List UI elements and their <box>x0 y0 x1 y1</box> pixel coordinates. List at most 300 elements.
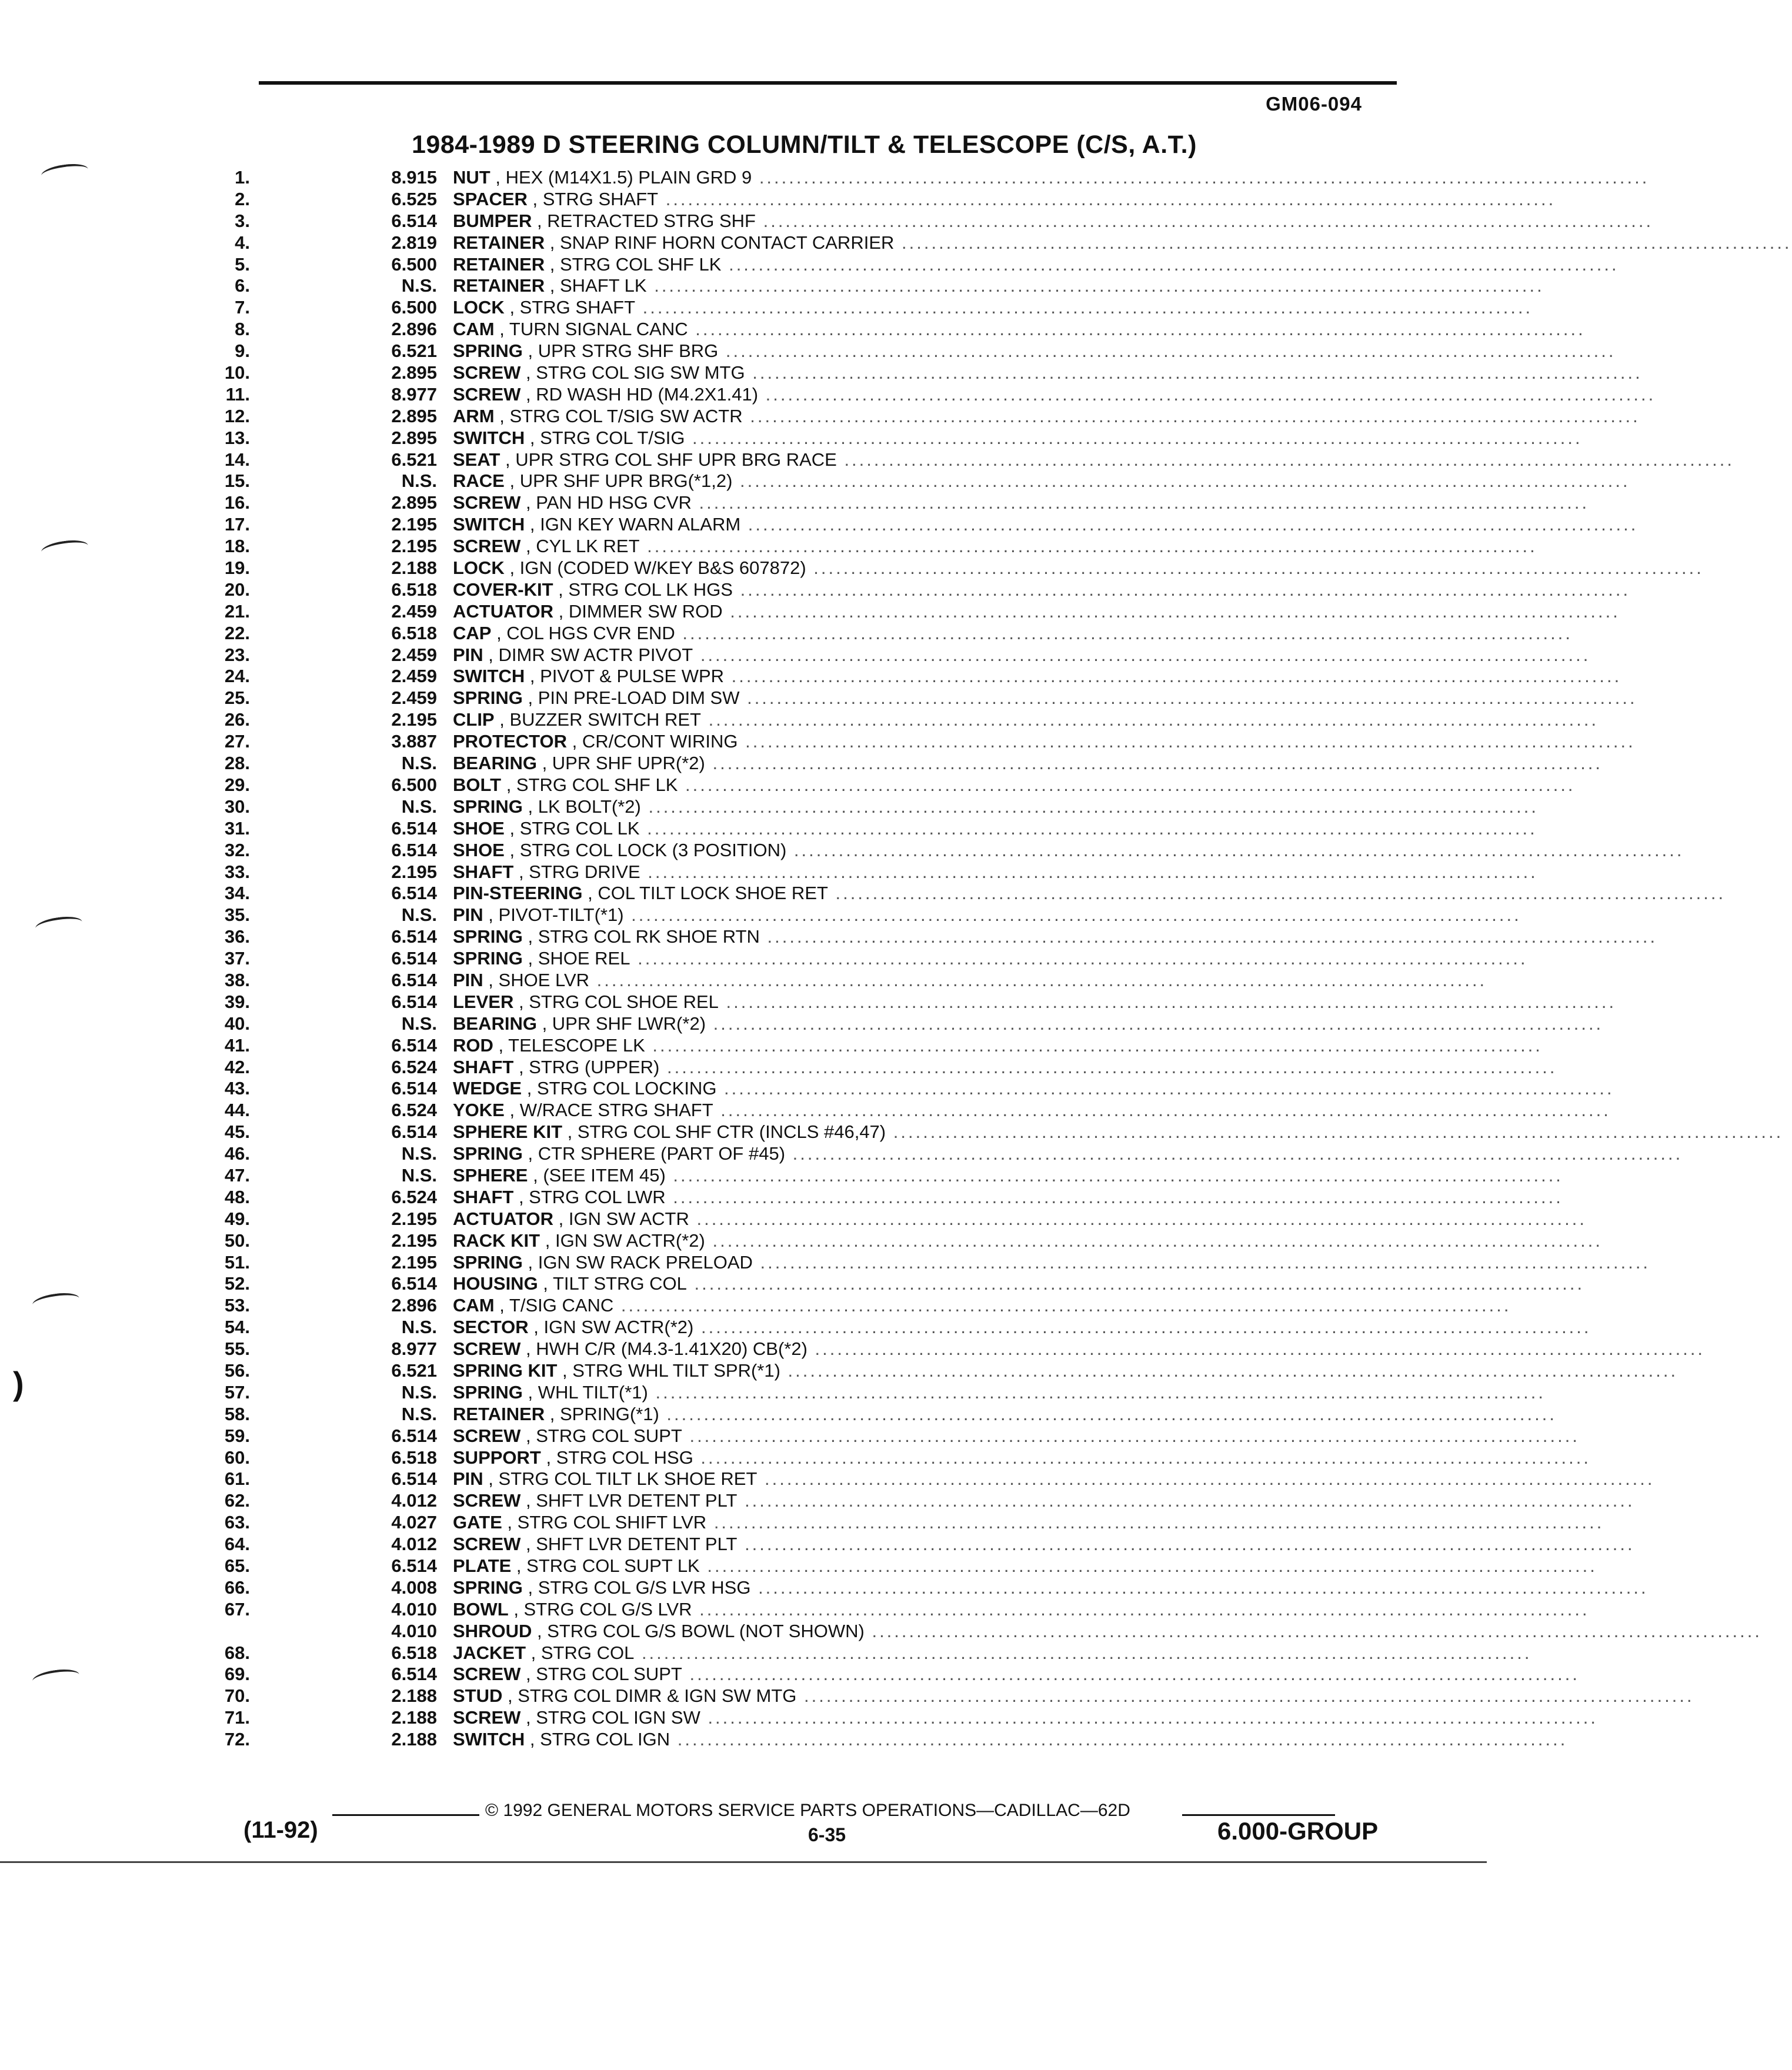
list-item <box>224 1056 1557 1079</box>
page-title: 1984-1989 D STEERING COLUMN/TILT & TELESCOPE (C/S, A.T.) <box>412 131 1197 159</box>
group-code: 2.188 <box>391 1707 437 1728</box>
part-name: CAP <box>453 622 492 643</box>
part-detail: SNAP RINF HORN CONTACT CARRIER <box>560 232 895 253</box>
list-item <box>224 1338 1706 1360</box>
part-detail: IGN (CODED W/KEY B&S 607872) <box>519 557 806 579</box>
group-code: 8.977 <box>391 383 437 405</box>
list-item <box>224 405 1640 428</box>
part-name: SCREW <box>453 1490 521 1511</box>
part-detail: STRG COL SUPT <box>536 1664 682 1685</box>
part-name: SPRING <box>453 1381 523 1403</box>
item-number: 19. <box>224 557 250 579</box>
part-description: SUPPORT , STRG COL HSG ........................................................................................................................ <box>453 1447 1591 1468</box>
item-number: 15. <box>224 470 250 492</box>
list-item <box>224 991 1617 1013</box>
part-name: RETAINER <box>453 275 545 296</box>
part-detail: STRG COL DIMR & IGN SW MTG <box>518 1685 797 1707</box>
part-detail: SHOE REL <box>538 948 630 969</box>
group-code: 2.195 <box>391 861 437 882</box>
part-detail: RETRACTED STRG SHF <box>547 210 756 231</box>
item-number: 66. <box>224 1577 250 1598</box>
group-code: 4.012 <box>391 1490 437 1511</box>
list-item <box>224 1100 1611 1121</box>
top-rule <box>259 81 1397 85</box>
part-description: SPRING KIT , STRG WHL TILT SPR(*1) ........................................................................................................................ <box>453 1360 1678 1381</box>
part-detail: STRG COL LOCKING <box>536 1078 717 1099</box>
item-number: 49. <box>224 1208 250 1229</box>
item-number: 48. <box>224 1186 250 1207</box>
item-number: 28. <box>224 753 250 774</box>
part-detail: SHOE LVR <box>498 969 590 990</box>
group-code: 4.010 <box>391 1598 437 1620</box>
item-number: 60. <box>224 1447 250 1468</box>
item-number: 26. <box>224 709 250 730</box>
part-name: SCREW <box>453 383 521 405</box>
part-description: SHROUD , STRG COL G/S BOWL (NOT SHOWN) ........................................................................................................................ <box>453 1620 1762 1641</box>
list-item <box>235 188 1556 211</box>
part-detail: IGN SW ACTR <box>568 1208 689 1229</box>
group-code: 6.524 <box>391 1186 437 1207</box>
part-description: SCREW , PAN HD HSG CVR ........................................................................................................................ <box>453 492 1590 513</box>
item-number: 42. <box>224 1056 250 1077</box>
group-code: 4.008 <box>391 1577 437 1598</box>
part-detail: STRG COL SUPT <box>536 1425 682 1446</box>
part-description: ACTUATOR , IGN SW ACTR ........................................................................................................................ <box>453 1208 1587 1229</box>
part-detail: STRG SHAFT <box>519 297 636 318</box>
part-description: PLATE , STRG COL SUPT LK ........................................................................................................................ <box>453 1555 1597 1576</box>
part-name: HOUSING <box>453 1273 538 1294</box>
part-description: HOUSING , TILT STRG COL ........................................................................................................................ <box>453 1273 1585 1294</box>
part-detail: STRG COL SIG SW MTG <box>536 362 745 383</box>
group-code: 6.514 <box>391 969 437 990</box>
part-name: SCREW <box>453 492 521 513</box>
group-code: 6.514 <box>391 1468 437 1490</box>
part-description: SCREW , STRG COL SUPT ........................................................................................................................ <box>453 1664 1580 1685</box>
part-description: RACE , UPR SHF UPR BRG(*1,2) ........................................................................................................................ <box>453 470 1630 492</box>
group-code: N.S. <box>401 275 437 296</box>
group-code: 4.027 <box>391 1512 437 1533</box>
part-description: SPRING , CTR SPHERE (PART OF #45) ........................................................................................................................ <box>453 1143 1683 1164</box>
part-detail: CR/CONT WIRING <box>582 731 738 752</box>
group-number: 6.000-GROUP <box>1217 1817 1379 1845</box>
group-code: 6.514 <box>391 1425 437 1446</box>
list-item <box>224 1295 1511 1317</box>
item-number: 33. <box>224 861 250 882</box>
page-number: 6-35 <box>808 1824 846 1845</box>
item-number: 51. <box>224 1251 250 1273</box>
list-item <box>235 167 1650 189</box>
item-number: 38. <box>224 969 250 990</box>
part-name: RACE <box>453 470 505 492</box>
part-description: SPRING , SHOE REL ........................................................................................................................ <box>453 948 1528 969</box>
list-item <box>224 948 1528 970</box>
part-detail: W/RACE STRG SHAFT <box>519 1100 713 1121</box>
group-code: 8.977 <box>391 1338 437 1360</box>
part-description: NUT , HEX (M14X1.5) PLAIN GRD 9 ........................................................................................................................ <box>453 167 1650 188</box>
part-detail: DIMMER SW ROD <box>568 600 723 622</box>
part-description: PIN , DIMR SW ACTR PIVOT ........................................................................................................................ <box>453 644 1591 665</box>
item-number: 21. <box>224 600 250 622</box>
item-number: 12. <box>224 405 250 426</box>
part-name: RACK KIT <box>453 1230 540 1251</box>
group-code: N.S. <box>401 1403 437 1424</box>
part-description: BEARING , UPR SHF UPR(*2) ........................................................................................................................ <box>453 753 1603 774</box>
part-name: SHAFT <box>453 1056 514 1077</box>
part-detail: UPR STRG COL SHF UPR BRG RACE <box>515 449 837 470</box>
item-number: 61. <box>224 1468 250 1490</box>
list-item <box>224 427 1583 449</box>
list-item <box>224 817 1537 840</box>
list-item <box>235 275 1544 297</box>
part-name: PIN <box>453 644 483 665</box>
part-detail: STRG COL LWR <box>529 1186 666 1207</box>
item-number: 5. <box>235 253 250 275</box>
group-code: 2.195 <box>391 709 437 730</box>
binder-hole-mark <box>41 538 89 560</box>
item-number: 34. <box>224 883 250 904</box>
group-code: 2.459 <box>391 687 437 709</box>
part-description: LOCK , IGN (CODED W/KEY B&S 607872) ........................................................................................................................ <box>453 557 1704 579</box>
part-name: PLATE <box>453 1555 512 1576</box>
part-description: SPACER , STRG SHAFT ........................................................................................................................ <box>453 188 1556 209</box>
item-number: 65. <box>224 1555 250 1576</box>
part-detail: PIN PRE-LOAD DIM SW <box>538 687 740 709</box>
part-description: BUMPER , RETRACTED STRG SHF ........................................................................................................................ <box>453 210 1654 231</box>
part-description: LEVER , STRG COL SHOE REL ........................................................................................................................ <box>453 991 1617 1012</box>
part-detail: STRG COL LK HGS <box>568 579 733 600</box>
part-name: PIN <box>453 1468 483 1490</box>
part-name: NUT <box>453 167 490 188</box>
item-number: 8. <box>235 319 250 340</box>
group-code: 6.514 <box>391 948 437 969</box>
list-item <box>224 904 1521 926</box>
part-name: ROD <box>453 1034 493 1056</box>
part-detail: STRG COL LOCK (3 POSITION) <box>519 839 787 860</box>
part-name: SHAFT <box>453 861 514 882</box>
part-name: ACTUATOR <box>453 1208 554 1229</box>
part-description: SCREW , SHFT LVR DETENT PLT ........................................................................................................................ <box>453 1490 1635 1511</box>
part-description: SWITCH , STRG COL T/SIG ........................................................................................................................ <box>453 427 1583 448</box>
item-number: 13. <box>224 427 250 448</box>
list-item <box>225 383 1656 406</box>
item-number: 64. <box>224 1534 250 1555</box>
item-number: 69. <box>224 1664 250 1685</box>
list-item <box>224 1642 1532 1664</box>
bottom-rule <box>0 1861 1487 1863</box>
part-name: COVER-KIT <box>453 579 553 600</box>
part-detail: CTR SPHERE (PART OF #45) <box>538 1143 786 1164</box>
part-description: CAM , TURN SIGNAL CANC ........................................................................................................................ <box>453 319 1586 340</box>
part-name: GATE <box>453 1512 502 1533</box>
item-number: 70. <box>224 1685 250 1707</box>
group-code: N.S. <box>401 1317 437 1338</box>
item-number: 46. <box>224 1143 250 1164</box>
item-number: 36. <box>224 926 250 947</box>
item-number: 53. <box>224 1295 250 1316</box>
part-detail: COL TILT LOCK SHOE RET <box>598 883 828 904</box>
group-code: 2.895 <box>391 492 437 513</box>
part-detail: IGN SW ACTR(*2) <box>543 1317 694 1338</box>
item-number: 56. <box>224 1360 250 1381</box>
part-detail: STRG COL HSG <box>556 1447 693 1468</box>
part-detail: STRG WHL TILT SPR(*1) <box>572 1360 780 1381</box>
part-name: SPRING <box>453 1143 523 1164</box>
list-item <box>224 1164 1563 1187</box>
item-number: 57. <box>224 1381 250 1403</box>
part-description: CAP , COL HGS CVR END ........................................................................................................................ <box>453 622 1573 643</box>
part-detail: TILT STRG COL <box>552 1273 687 1294</box>
item-number: 9. <box>235 340 250 362</box>
part-description: CLIP , BUZZER SWITCH RET ........................................................................................................................ <box>453 709 1599 730</box>
item-number: 71. <box>224 1707 250 1728</box>
item-number: 31. <box>224 817 250 839</box>
group-code: 6.500 <box>391 253 437 275</box>
part-name: BEARING <box>453 753 537 774</box>
item-number: 11. <box>225 383 250 405</box>
part-detail: STRG COL SHF CTR (INCLS #46,47) <box>577 1121 886 1143</box>
part-name: SWITCH <box>453 514 525 535</box>
part-name: SPRING <box>453 1577 523 1598</box>
group-code: 6.524 <box>391 1056 437 1077</box>
part-description: BOLT , STRG COL SHF LK ........................................................................................................................ <box>453 774 1576 795</box>
item-number: 4. <box>235 232 250 253</box>
margin-paren-mark: ) <box>13 1365 24 1402</box>
part-name: SPRING <box>453 687 523 709</box>
part-detail: STRG COL RK SHOE RTN <box>538 926 760 947</box>
part-description: SWITCH , STRG COL IGN ........................................................................................................................ <box>453 1729 1568 1750</box>
part-description: SHAFT , STRG DRIVE ........................................................................................................................ <box>453 861 1538 882</box>
part-description: PIN-STEERING , COL TILT LOCK SHOE RET ........................................................................................................................ <box>453 883 1726 904</box>
part-detail: STRG COL SUPT LK <box>526 1555 700 1576</box>
part-detail: SHAFT LK <box>560 275 647 296</box>
part-description: SECTOR , IGN SW ACTR(*2) ........................................................................................................................ <box>453 1317 1591 1338</box>
item-number: 16. <box>224 492 250 513</box>
group-code: 6.525 <box>391 188 437 209</box>
part-name: BOLT <box>453 774 502 795</box>
part-detail: STRG COL IGN <box>540 1729 670 1750</box>
part-detail: UPR STRG SHF BRG <box>538 340 719 362</box>
list-item <box>235 297 1533 319</box>
list-item <box>235 232 1792 254</box>
list-item <box>224 774 1576 796</box>
part-description: SEAT , UPR STRG COL SHF UPR BRG RACE ........................................................................................................................ <box>453 449 1734 470</box>
list-item <box>224 362 1643 384</box>
part-description: ROD , TELESCOPE LK ........................................................................................................................ <box>453 1034 1543 1056</box>
item-number: 55. <box>224 1338 250 1360</box>
group-code: 6.514 <box>391 883 437 904</box>
part-description: GATE , STRG COL SHIFT LVR ........................................................................................................................ <box>453 1512 1604 1533</box>
part-detail: STRG COL SHIFT LVR <box>517 1512 707 1533</box>
part-description: SCREW , HWH C/R (M4.3-1.41X20) CB(*2) ........................................................................................................................ <box>453 1338 1706 1360</box>
group-code: 2.896 <box>391 319 437 340</box>
group-code: 4.010 <box>391 1620 437 1641</box>
group-code: 6.514 <box>391 1555 437 1576</box>
list-item <box>224 579 1631 601</box>
group-code: 6.514 <box>391 1034 437 1056</box>
part-detail: PIVOT-TILT(*1) <box>498 904 624 926</box>
group-code: 6.514 <box>391 991 437 1012</box>
item-number: 1. <box>235 167 250 188</box>
group-code: 6.518 <box>391 1642 437 1663</box>
part-detail: STRG COL SHOE REL <box>529 991 719 1012</box>
item-number: 45. <box>224 1121 250 1143</box>
list-item <box>224 1403 1557 1425</box>
part-name: SPHERE <box>453 1164 528 1186</box>
part-name: SHAFT <box>453 1186 514 1207</box>
part-description: PIN , STRG COL TILT LK SHOE RET ........................................................................................................................ <box>453 1468 1655 1490</box>
part-description: SPRING , LK BOLT(*2) ........................................................................................................................ <box>453 796 1539 817</box>
group-code: N.S. <box>401 1143 437 1164</box>
part-description: SCREW , CYL LK RET ........................................................................................................................ <box>453 536 1537 557</box>
list-item <box>224 969 1487 991</box>
group-code: N.S. <box>401 470 437 492</box>
list-item <box>224 1685 1694 1707</box>
item-number: 17. <box>224 514 250 535</box>
part-detail: BUZZER SWITCH RET <box>509 709 701 730</box>
part-description: BEARING , UPR SHF LWR(*2) ........................................................................................................................ <box>453 1013 1604 1034</box>
list-item <box>224 1729 1568 1751</box>
part-detail: TURN SIGNAL CANC <box>509 319 688 340</box>
footer-rule-left <box>332 1814 479 1816</box>
list-item <box>224 1664 1580 1685</box>
part-description: STUD , STRG COL DIMR & IGN SW MTG ........................................................................................................................ <box>453 1685 1694 1707</box>
part-name: SPRING <box>453 948 523 969</box>
list-item <box>224 1468 1655 1490</box>
part-description: SPRING , STRG COL RK SHOE RTN ........................................................................................................................ <box>453 926 1658 947</box>
item-number: 24. <box>224 666 250 687</box>
part-name: BEARING <box>453 1013 537 1034</box>
group-code: 6.500 <box>391 297 437 318</box>
part-name: BUMPER <box>453 210 532 231</box>
item-number: 39. <box>224 991 250 1012</box>
item-number: 67. <box>224 1598 250 1620</box>
group-code: 6.521 <box>391 449 437 470</box>
list-item <box>224 666 1622 687</box>
list-item <box>224 470 1630 492</box>
list-item <box>224 1121 1784 1143</box>
list-item <box>224 753 1603 774</box>
binder-hole-mark <box>32 1667 81 1689</box>
list-item <box>224 1230 1603 1252</box>
item-number: 23. <box>224 644 250 665</box>
part-name: SPRING <box>453 796 523 817</box>
list-item <box>224 883 1726 904</box>
part-description: RETAINER , SHAFT LK ........................................................................................................................ <box>453 275 1544 296</box>
item-number: 52. <box>224 1273 250 1294</box>
part-description: SCREW , SHFT LVR DETENT PLT ........................................................................................................................ <box>453 1534 1635 1555</box>
item-number: 27. <box>224 731 250 752</box>
list-item <box>224 1360 1678 1382</box>
group-code: 6.514 <box>391 839 437 860</box>
item-number: 18. <box>224 536 250 557</box>
group-code: 2.895 <box>391 405 437 426</box>
list-item <box>224 1186 1563 1208</box>
list-item <box>224 1577 1648 1599</box>
part-detail: STRG (UPPER) <box>529 1056 660 1077</box>
group-code: 6.500 <box>391 774 437 795</box>
part-name: RETAINER <box>453 1403 545 1424</box>
part-name: SPRING <box>453 340 523 362</box>
part-detail: WHL TILT(*1) <box>538 1381 648 1403</box>
group-code: 6.514 <box>391 210 437 231</box>
part-name: SEAT <box>453 449 500 470</box>
list-item <box>224 1447 1591 1469</box>
part-description: SWITCH , IGN KEY WARN ALARM ........................................................................................................................ <box>453 514 1639 535</box>
footer-rule-right <box>1182 1814 1335 1816</box>
part-name: SCREW <box>453 1338 521 1360</box>
part-description: SHOE , STRG COL LOCK (3 POSITION) ........................................................................................................................ <box>453 839 1684 860</box>
part-detail: STRG COL G/S BOWL (NOT SHOWN) <box>547 1620 865 1641</box>
item-number: 47. <box>224 1164 250 1186</box>
part-description: CAM , T/SIG CANC ........................................................................................................................ <box>453 1295 1511 1316</box>
item-number: 59. <box>224 1425 250 1446</box>
part-name: SCREW <box>453 536 521 557</box>
list-item <box>235 340 1616 362</box>
group-code: 6.514 <box>391 926 437 947</box>
part-description: RETAINER , STRG COL SHF LK ........................................................................................................................ <box>453 253 1619 275</box>
part-detail: STRG COL LK <box>519 817 640 839</box>
item-number: 44. <box>224 1100 250 1121</box>
item-number: 20. <box>224 579 250 600</box>
item-number: 6. <box>235 275 250 296</box>
part-name: SCREW <box>453 1534 521 1555</box>
part-description: PIN , PIVOT-TILT(*1) ........................................................................................................................ <box>453 904 1521 926</box>
part-name: SPHERE KIT <box>453 1121 563 1143</box>
item-number: 37. <box>224 948 250 969</box>
group-code: N.S. <box>401 1013 437 1034</box>
part-name: RETAINER <box>453 253 545 275</box>
part-description: SPHERE , (SEE ITEM 45) ........................................................................................................................ <box>453 1164 1563 1186</box>
group-code: 2.195 <box>391 1251 437 1273</box>
part-name: PIN <box>453 969 483 990</box>
group-code: 6.514 <box>391 1078 437 1099</box>
part-detail: (SEE ITEM 45) <box>543 1164 666 1186</box>
list-item <box>224 1512 1604 1534</box>
group-code: 2.195 <box>391 514 437 535</box>
group-code: 8.915 <box>391 167 437 188</box>
part-description: ACTUATOR , DIMMER SW ROD ........................................................................................................................ <box>453 600 1620 622</box>
list-item <box>224 644 1591 666</box>
part-name: SCREW <box>453 1664 521 1685</box>
list-item <box>224 1078 1614 1100</box>
list-item <box>235 253 1619 276</box>
group-code: 2.459 <box>391 644 437 665</box>
item-number: 68. <box>224 1642 250 1663</box>
part-detail: UPR SHF LWR(*2) <box>552 1013 706 1034</box>
item-number: 40. <box>224 1013 250 1034</box>
list-item <box>224 557 1704 579</box>
part-name: ARM <box>453 405 495 426</box>
part-name: SPRING KIT <box>453 1360 558 1381</box>
part-detail: STRG COL T/SIG <box>540 427 685 448</box>
list-item <box>224 1251 1651 1274</box>
part-description: RACK KIT , IGN SW ACTR(*2) ........................................................................................................................ <box>453 1230 1603 1251</box>
part-detail: STRG COL G/S LVR HSG <box>538 1577 751 1598</box>
group-code: 6.518 <box>391 1447 437 1468</box>
list-item <box>224 731 1636 753</box>
part-detail: UPR SHF UPR(*2) <box>552 753 705 774</box>
item-number: 29. <box>224 774 250 795</box>
list-item <box>224 1555 1597 1577</box>
part-name: SCREW <box>453 1425 521 1446</box>
list-item <box>224 514 1639 536</box>
part-name: ACTUATOR <box>453 600 554 622</box>
list-item <box>235 210 1654 232</box>
part-detail: STRG DRIVE <box>529 861 640 882</box>
part-detail: COL HGS CVR END <box>506 622 675 643</box>
part-description: PIN , SHOE LVR ........................................................................................................................ <box>453 969 1487 990</box>
group-code: 3.887 <box>391 731 437 752</box>
